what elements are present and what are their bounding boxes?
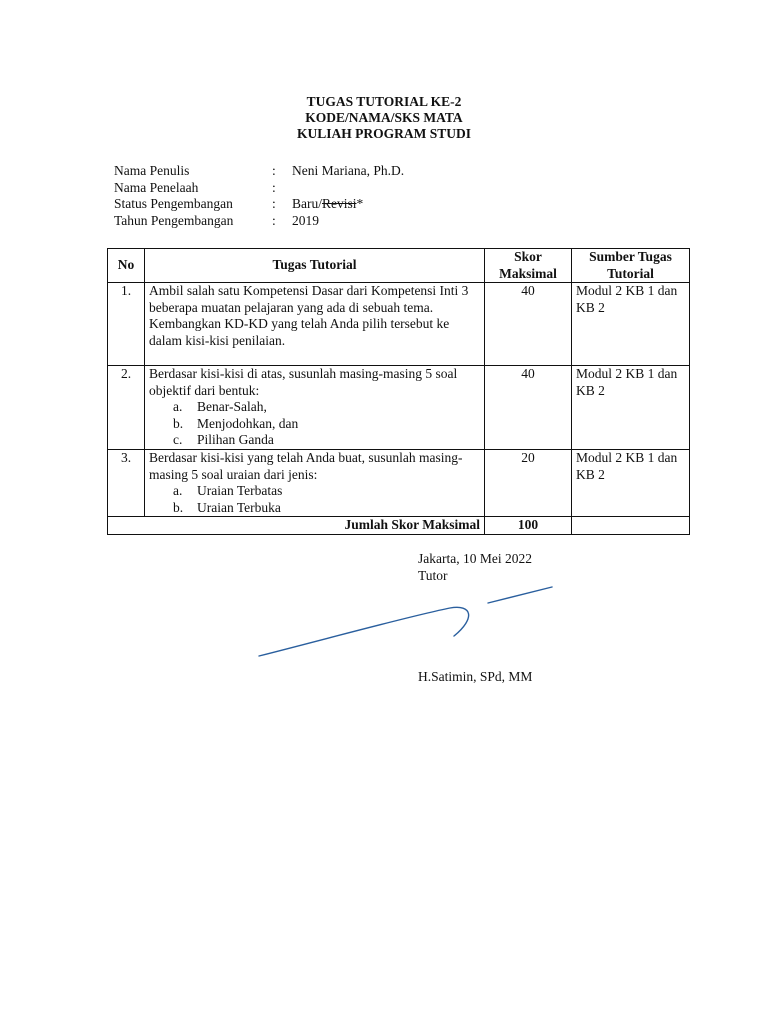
row-number: 1.: [108, 283, 145, 366]
total-value: 100: [485, 517, 572, 535]
list-item: [173, 432, 480, 449]
meta-colon: :: [272, 163, 276, 178]
row-number: 3.: [108, 450, 145, 517]
task-option-list: [149, 399, 480, 449]
task-text: Berdasar kisi-kisi yang telah Anda buat, susunlah masing-masing 5 soal uraian dari jenis:: [149, 450, 463, 482]
title-line-1: TUGAS TUTORIAL KE-2: [306, 94, 462, 109]
list-letter: b.: [173, 415, 184, 431]
status-baru: Baru/: [292, 196, 322, 211]
meta-value: [292, 196, 404, 213]
total-label: Jumlah Skor Maksimal: [108, 517, 485, 535]
list-letter: b.: [173, 499, 184, 515]
list-text: Uraian Terbatas: [197, 483, 283, 498]
header-skor-line1: Skor: [514, 249, 542, 264]
meta-row-penelaah: [114, 180, 404, 197]
row-sumber: Modul 2 KB 1 dan KB 2: [572, 283, 690, 366]
task-option-list: [149, 483, 480, 516]
author-info: [114, 163, 404, 229]
status-revisi-struck: Revisi: [322, 196, 357, 211]
meta-value: Neni Mariana, Ph.D.: [292, 163, 405, 178]
signer-role: Tutor: [418, 568, 448, 583]
header-sumber-line2: Tutorial: [607, 265, 654, 281]
meta-label: Nama Penulis: [114, 163, 190, 178]
list-text: Pilihan Ganda: [197, 432, 274, 447]
row-task: [145, 283, 485, 366]
meta-colon: :: [272, 212, 276, 228]
row-task: [145, 366, 485, 450]
list-letter: a.: [173, 483, 183, 498]
header-no: No: [108, 249, 145, 283]
list-letter: c.: [173, 432, 183, 447]
header-tugas: Tugas Tutorial: [145, 249, 485, 283]
handwritten-signature: [250, 580, 560, 660]
list-text: Uraian Terbuka: [197, 499, 281, 515]
meta-label: Status Pengembangan: [114, 196, 233, 211]
header-skor-line2: Maksimal: [499, 265, 557, 281]
signer-name: H.Satimin, SPd, MM: [418, 669, 533, 684]
signature-block: [418, 550, 532, 584]
meta-row-status: [114, 196, 404, 213]
meta-row-penulis: [114, 163, 404, 180]
list-item: [173, 399, 480, 416]
list-text: Benar-Salah,: [197, 399, 267, 414]
list-item: [173, 483, 480, 500]
list-item: [173, 499, 480, 517]
row-sumber: Modul 2 KB 1 dan KB 2: [572, 366, 690, 450]
tutorial-task-table: [107, 248, 690, 535]
row-sumber: Modul 2 KB 1 dan KB 2: [572, 450, 690, 517]
list-letter: a.: [173, 399, 183, 414]
title-line-3: KULIAH PROGRAM STUDI: [296, 126, 471, 141]
signature-stroke: [259, 607, 469, 656]
meta-label: Nama Penelaah: [114, 179, 199, 195]
table-header-row: [108, 249, 690, 283]
row-number: 2.: [108, 366, 145, 450]
table-row: [108, 450, 690, 517]
total-row: [108, 517, 690, 535]
task-text: Ambil salah satu Kompetensi Dasar dari Kompetensi Inti 3 beberapa muatan pelajaran yang ada di sebuah tema. Kembangkan KD-KD yang telah Anda pilih tersebut ke dalam kisi-kisi penilaian.: [149, 283, 469, 348]
row-skor: 40: [485, 283, 572, 366]
table-row: [108, 366, 690, 450]
place-date: Jakarta, 10 Mei 2022: [418, 551, 532, 566]
meta-row-tahun: [114, 213, 404, 230]
list-item: [173, 415, 480, 433]
table-row: [108, 283, 690, 366]
signature-stroke: [488, 587, 552, 603]
row-task: [145, 450, 485, 517]
document-title: [0, 94, 768, 142]
meta-value: 2019: [292, 212, 319, 228]
header-sumber: [572, 249, 690, 283]
total-empty-cell: [572, 517, 690, 535]
list-text: Menjodohkan, dan: [197, 415, 299, 431]
row-skor: 40: [485, 366, 572, 450]
task-text: Berdasar kisi-kisi di atas, susunlah masing-masing 5 soal objektif dari bentuk:: [149, 366, 458, 398]
header-sumber-line1: Sumber Tugas: [589, 249, 672, 264]
meta-colon: :: [272, 196, 276, 211]
meta-value: [292, 180, 404, 197]
header-skor: [485, 249, 572, 283]
row-skor: 20: [485, 450, 572, 517]
meta-label: Tahun Pengembangan: [114, 212, 234, 228]
title-line-2: KODE/NAMA/SKS MATA: [305, 110, 463, 125]
meta-colon: :: [272, 179, 276, 195]
status-asterisk: *: [356, 196, 364, 211]
